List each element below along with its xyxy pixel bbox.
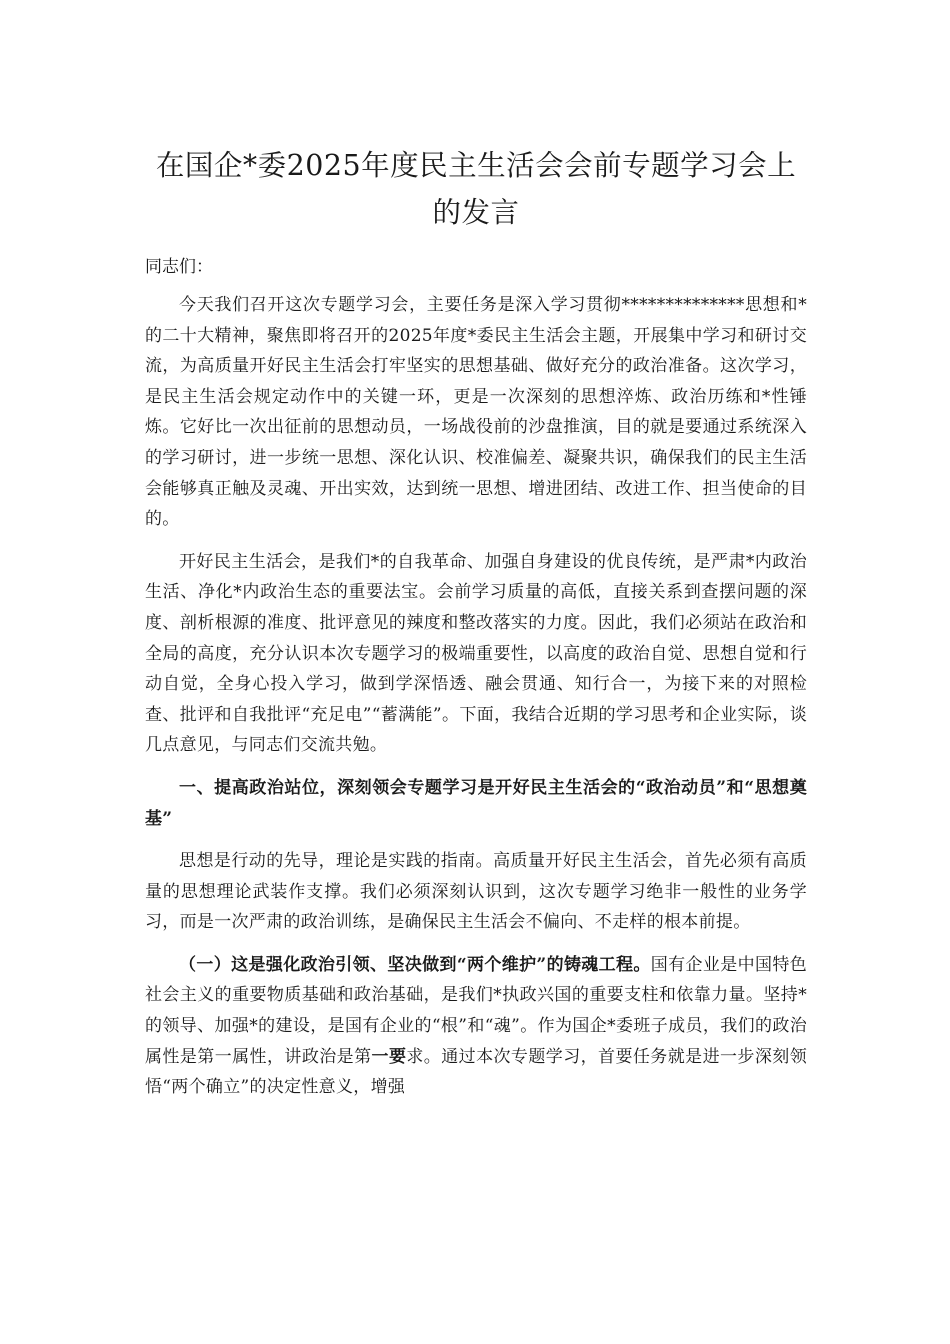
document-body bbox=[145, 142, 807, 1115]
salutation: 同志们： bbox=[145, 257, 213, 277]
subsection-1-emphasis: 一要 bbox=[371, 1046, 407, 1067]
paragraph-intro: 今天我们召开这次专题学习会，主要任务是深入学习贯彻**************思想和*的二十大精神，聚焦即将召开的2025年度*委民主生活会主题，开展集中学习和研讨交流，为高质量开好民主生活会打牢坚实的思想基础、做好充分的政治准备。这次学习，是民主生活会规定动作中的关键一环，更是一次深刻的思想淬炼、政治历练和*性锤炼。它好比一次出征前的思想动员，一场战役前的沙盘推演，目的就是要通过系统深入的学习研讨，进一步统一思想、深化认识、校准偏差、凝聚共识，确保我们的民主生活会能够真正触及灵魂、开出实效，达到统一思想、增进团结、改进工作、担当使命的目的。 bbox=[145, 295, 807, 530]
paragraph-section-1-intro: 思想是行动的先导，理论是实践的指南。高质量开好民主生活会，首先必须有高质量的思想理论武装作支撑。我们必须深刻认识到，这次专题学习绝非一般性的业务学习，而是一次严肃的政治训练，是确保民主生活会不偏向、不走样的根本前提。 bbox=[145, 851, 807, 933]
paragraph-importance: 开好民主生活会，是我们*的自我革命、加强自身建设的优良传统，是严肃*内政治生活、净化*内政治生态的重要法宝。会前学习质量的高低，直接关系到查摆问题的深度、剖析根源的准度、批评意见的辣度和整改落实的力度。因此，我们必须站在政治和全局的高度，充分认识本次专题学习的极端重要性，以高度的政治自觉、思想自觉和行动自觉，全身心投入学习，做到学深悟透、融会贯通、知行合一，为接下来的对照检查、批评和自我批评“充足电”“蓄满能”。下面，我结合近期的学习思考和企业实际，谈几点意见，与同志们交流共勉。 bbox=[145, 551, 807, 756]
subsection-1-lead: （一）这是强化政治引领、坚决做到“两个维护”的铸魂工程。 bbox=[179, 954, 651, 975]
subsection-1-text-a: 国有企业是中国特色社会主义的重要物质基础和政治基础，是我们*执政兴国的重要支柱和依靠力量。坚持*的领导、加强*的建设，是国有企业的“根”和“魂”。作为国企*委班子成员，我们的政治属性是第一属性，讲政治是第 bbox=[145, 954, 807, 1067]
paragraph-subsection-1 bbox=[145, 950, 807, 1103]
section-heading-1: 一、提高政治站位，深刻领会专题学习是开好民主生活会的“政治动员”和“思想奠基” bbox=[145, 777, 807, 829]
subsection-1-text-b: 求。通过本次专题学习，首要任务就是进一步深刻领悟“两个确立”的决定性意义，增强 bbox=[145, 1046, 807, 1098]
document-title: 在国企*委2025年度民主生活会会前专题学习会上的发言 bbox=[155, 149, 797, 229]
